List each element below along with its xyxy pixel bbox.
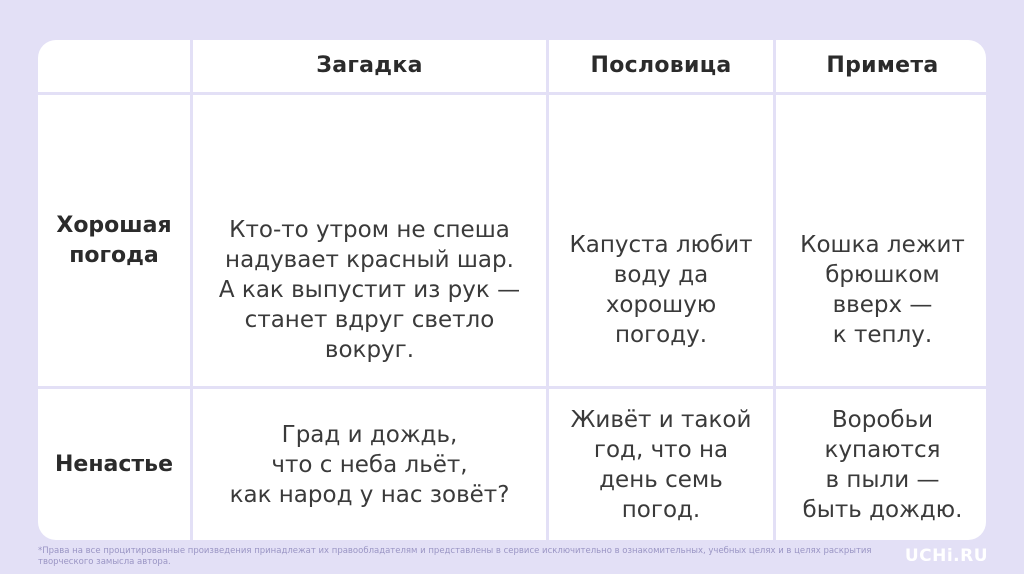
header-riddle: Загадка bbox=[316, 53, 423, 78]
table-card bbox=[38, 40, 986, 540]
uchi-logo: UCHi.RU bbox=[904, 546, 988, 566]
copyright-note: *Права на все процитированные произведения принадлежат их правообладателям и представлены в сервисе исключительно в ознакомительных, учебных целях и в целях раскрытия творческого замысла автора. bbox=[38, 546, 872, 567]
header-omen: Примета bbox=[826, 53, 939, 78]
cell-good-weather-proverb: Капуста любит воду да хорошую погоду. bbox=[569, 232, 753, 348]
cell-bad-weather-proverb: Живёт и такой год, что на день семь погод. bbox=[570, 406, 752, 523]
cell-bad-weather-riddle: Град и дождь, что с неба льёт, как народ у нас зовёт? bbox=[229, 421, 510, 508]
cell-bad-weather-omen: Воробьи купаются в пыли — быть дождю. bbox=[802, 406, 963, 523]
cell-good-weather-omen: Кошка лежит брюшком вверх — к теплу. bbox=[800, 232, 965, 348]
header-corner bbox=[38, 40, 190, 92]
row-label-bad-weather: Ненастье bbox=[54, 451, 173, 477]
row-label-good-weather: Хорошая погода bbox=[56, 212, 172, 268]
header-proverb: Пословица bbox=[590, 53, 732, 78]
cell-good-weather-riddle: Кто-то утром не спеша надувает красный шар. А как выпустит из рук — станет вдруг светло вокруг. bbox=[218, 217, 521, 363]
weather-table bbox=[38, 40, 986, 540]
